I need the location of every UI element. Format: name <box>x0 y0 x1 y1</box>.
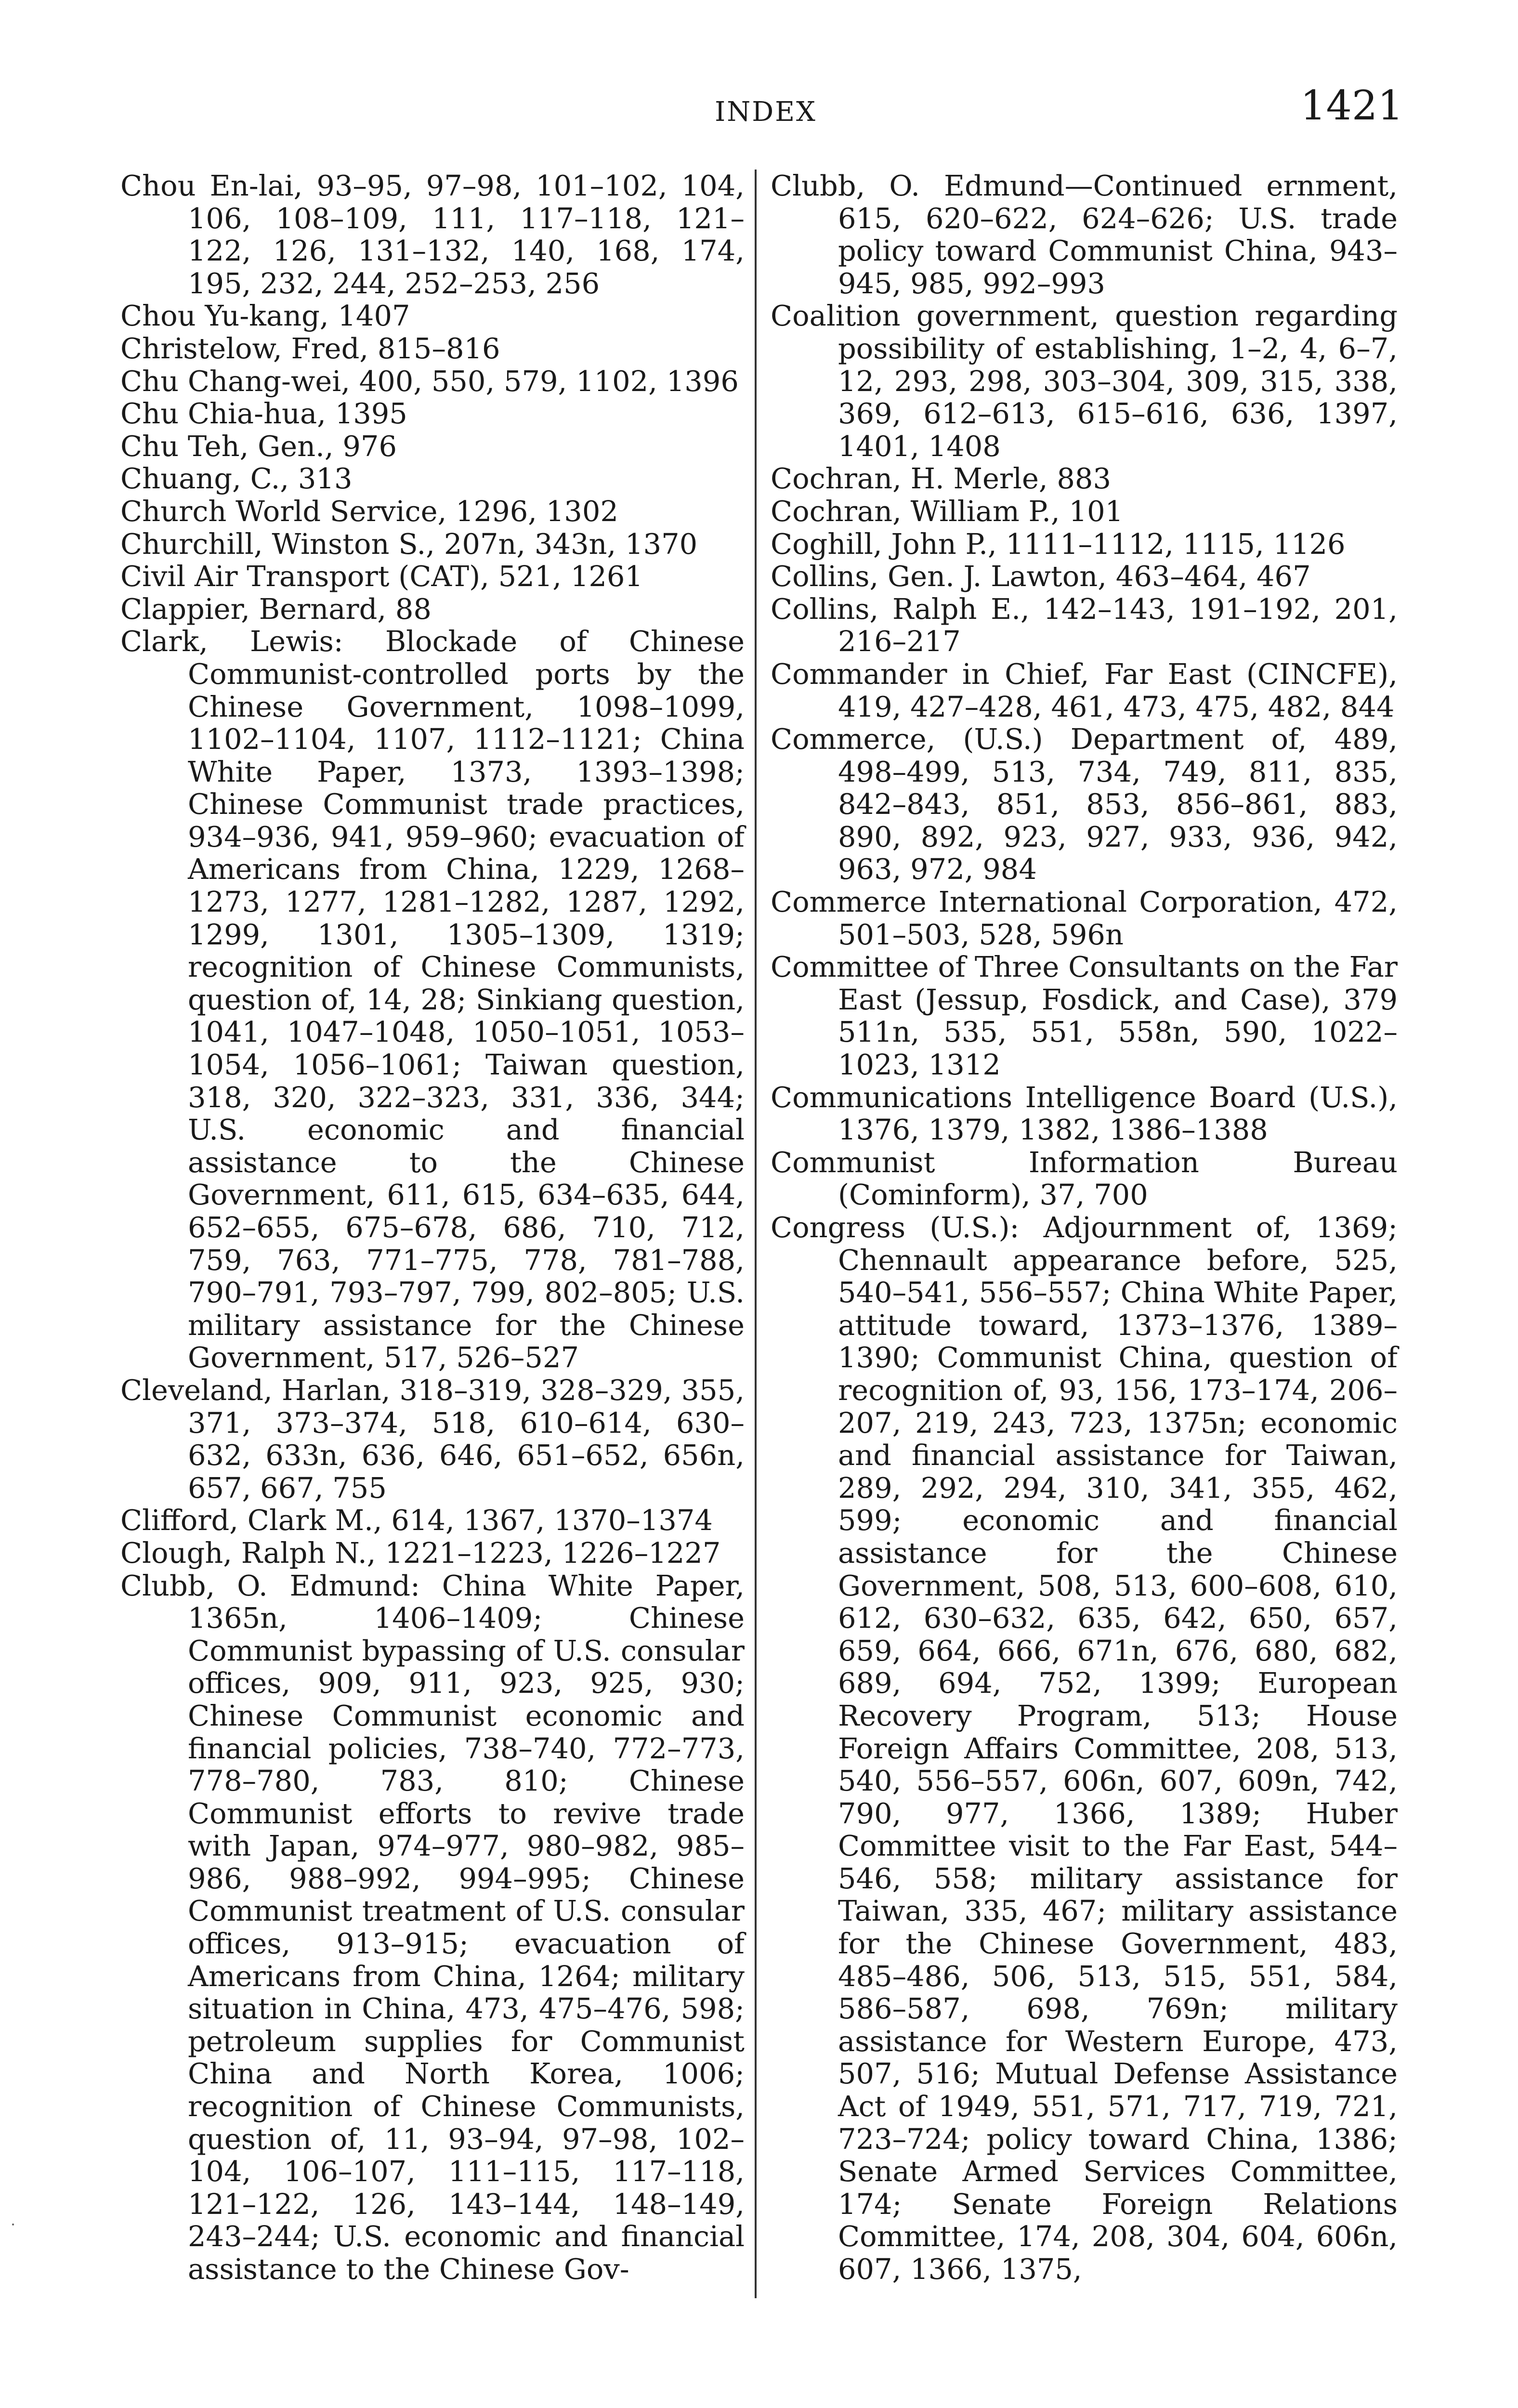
index-entry: Coghill, John P., 1111–1112, 1115, 1126 <box>771 527 1346 561</box>
index-entry: Chu Chang-wei, 400, 550, 579, 1102, 1396 <box>120 364 739 398</box>
running-header-title: INDEX <box>715 96 817 128</box>
index-entry: Chu Teh, Gen., 976 <box>120 429 397 463</box>
index-entry: Clubb, O. Edmund: China White Paper, 1365n, 1406–1409; Chinese Communist bypassing of U.S. consular offices, 909, 911, 923, 925, 930; Chinese Communist economic and financial policies, 738–740, 772–773, 778–780, 783, 810; Chinese Communist efforts to revive trade with Japan, 974–977, 980–982, 985–986, 988–992, 994–995; Chinese Communist treatment of U.S. consular offices, 913–915; evacuation of Americans from China, 1264; military situation in China, 473, 475–476, 598; petroleum supplies for Communist China and North Korea, 1006; recognition of Chinese Communists, question of, 11, 93–94, 97–98, 102–104, 106–107, 111–115, 117–118, 121–122, 126, 143–144, 148–149, 243–244; U.S. economic and financial assistance to the Chinese Gov- <box>120 1569 745 2286</box>
index-entry: Chu Chia-hua, 1395 <box>120 397 407 431</box>
index-entry: Cleveland, Harlan, 318–319, 328–329, 355, 371, 373–374, 518, 610–614, 630–632, 633n, 636, 646, 651–652, 656n, 657, 667, 755 <box>120 1373 745 1505</box>
index-entry: Clifford, Clark M., 614, 1367, 1370–1374 <box>120 1504 713 1537</box>
index-entry: Coalition government, question regarding possibility of establishing, 1–2, 4, 6–7, 12, 293, 298, 303–304, 309, 315, 338, 369, 612–613, 615–616, 636, 1397, 1401, 1408 <box>771 299 1398 463</box>
index-entry: Commander in Chief, Far East (CINCFE), 419, 427–428, 461, 473, 475, 482, 844 <box>771 657 1398 723</box>
index-entry: Commerce, (U.S.) Department of, 489, 498–499, 513, 734, 749, 811, 835, 842–843, 851, 853, 856–861, 883, 890, 892, 923, 927, 933, 936, 942, 963, 972, 984 <box>771 722 1398 886</box>
index-entry: Collins, Ralph E., 142–143, 191–192, 201, 216–217 <box>771 592 1398 658</box>
index-column-right <box>771 170 1398 2286</box>
index-entry: Clark, Lewis: Blockade of Chinese Communist-controlled ports by the Chinese Government, 1098–1099, 1102–1104, 1107, 1112–1121; China White Paper, 1373, 1393–1398; Chinese Communist trade practices, 934–936, 941, 959–960; evacuation of Americans from China, 1229, 1268–1273, 1277, 1281–1282, 1287, 1292, 1299, 1301, 1305–1309, 1319; recognition of Chinese Communists, question of, 14, 28; Sinkiang question, 1041, 1047–1048, 1050–1051, 1053–1054, 1056–1061; Taiwan question, 318, 320, 322–323, 331, 336, 344; U.S. economic and financial assistance to the Chinese Government, 611, 615, 634–635, 644, 652–655, 675–678, 686, 710, 712, 759, 763, 771–775, 778, 781–788, 790–791, 793–797, 799, 802–805; U.S. military assistance for the Chinese Government, 517, 526–527 <box>120 625 745 1374</box>
index-entry: Communist Information Bureau (Cominform), 37, 700 <box>771 1145 1398 1212</box>
index-entry: Civil Air Transport (CAT), 521, 1261 <box>120 560 643 593</box>
index-entry: Communications Intelligence Board (U.S.), 1376, 1379, 1382, 1386–1388 <box>771 1080 1398 1147</box>
index-entry: Congress (U.S.): Adjournment of, 1369; Chennault appearance before, 525, 540–541, 556–557; China White Paper, attitude toward, 1373–1376, 1389–1390; Communist China, question of recognition of, 93, 156, 173–174, 206–207, 219, 243, 723, 1375n; economic and financial assistance for Taiwan, 289, 292, 294, 310, 341, 355, 462, 599; economic and financial assistance for the Chinese Government, 508, 513, 600–608, 610, 612, 630–632, 635, 642, 650, 657, 659, 664, 666, 671n, 676, 680, 682, 689, 694, 752, 1399; European Recovery Program, 513; House Foreign Affairs Committee, 208, 513, 540, 556–557, 606n, 607, 609n, 742, 790, 977, 1366, 1389; Huber Committee visit to the Far East, 544–546, 558; military assistance for Taiwan, 335, 467; military assistance for the Chinese Government, 483, 485–486, 506, 513, 515, 551, 584, 586–587, 698, 769n; military assistance for Western Europe, 473, 507, 516; Mutual Defense Assistance Act of 1949, 551, 571, 717, 719, 721, 723–724; policy toward China, 1386; Senate Armed Services Committee, 174; Senate Foreign Relations Committee, 174, 208, 304, 604, 606n, 607, 1366, 1375, <box>771 1211 1398 2286</box>
index-entry: Clappier, Bernard, 88 <box>120 592 432 626</box>
page-number: 1421 <box>1300 82 1403 129</box>
index-entry: Commerce International Corporation, 472, 501–503, 528, 596n <box>771 885 1398 951</box>
index-entry: Chou Yu-kang, 1407 <box>120 299 410 333</box>
index-entry: Collins, Gen. J. Lawton, 463–464, 467 <box>771 560 1311 593</box>
index-entry: Cochran, William P., 101 <box>771 494 1124 528</box>
index-column-left <box>120 170 745 2286</box>
index-entry: Committee of Three Consultants on the Far East (Jessup, Fosdick, and Case), 379 511n, 535, 551, 558n, 590, 1022–1023, 1312 <box>771 950 1398 1082</box>
scan-artifact-mark: · <box>11 2215 16 2234</box>
index-entry: Cochran, H. Merle, 883 <box>771 462 1111 496</box>
index-entry: Clubb, O. Edmund—Continued ernment, 615, 620–622, 624–626; U.S. trade policy toward Communist China, 943–945, 985, 992–993 <box>771 169 1398 300</box>
index-entry: Chou En-lai, 93–95, 97–98, 101–102, 104, 106, 108–109, 111, 117–118, 121–122, 126, 131–132, 140, 168, 174, 195, 232, 244, 252–253, 256 <box>120 169 745 300</box>
index-entry: Chuang, C., 313 <box>120 462 353 496</box>
column-divider <box>755 170 757 2298</box>
index-entry: Christelow, Fred, 815–816 <box>120 331 500 365</box>
index-entry: Church World Service, 1296, 1302 <box>120 494 618 528</box>
index-entry: Clough, Ralph N., 1221–1223, 1226–1227 <box>120 1536 721 1570</box>
index-entry: Churchill, Winston S., 207n, 343n, 1370 <box>120 527 698 561</box>
